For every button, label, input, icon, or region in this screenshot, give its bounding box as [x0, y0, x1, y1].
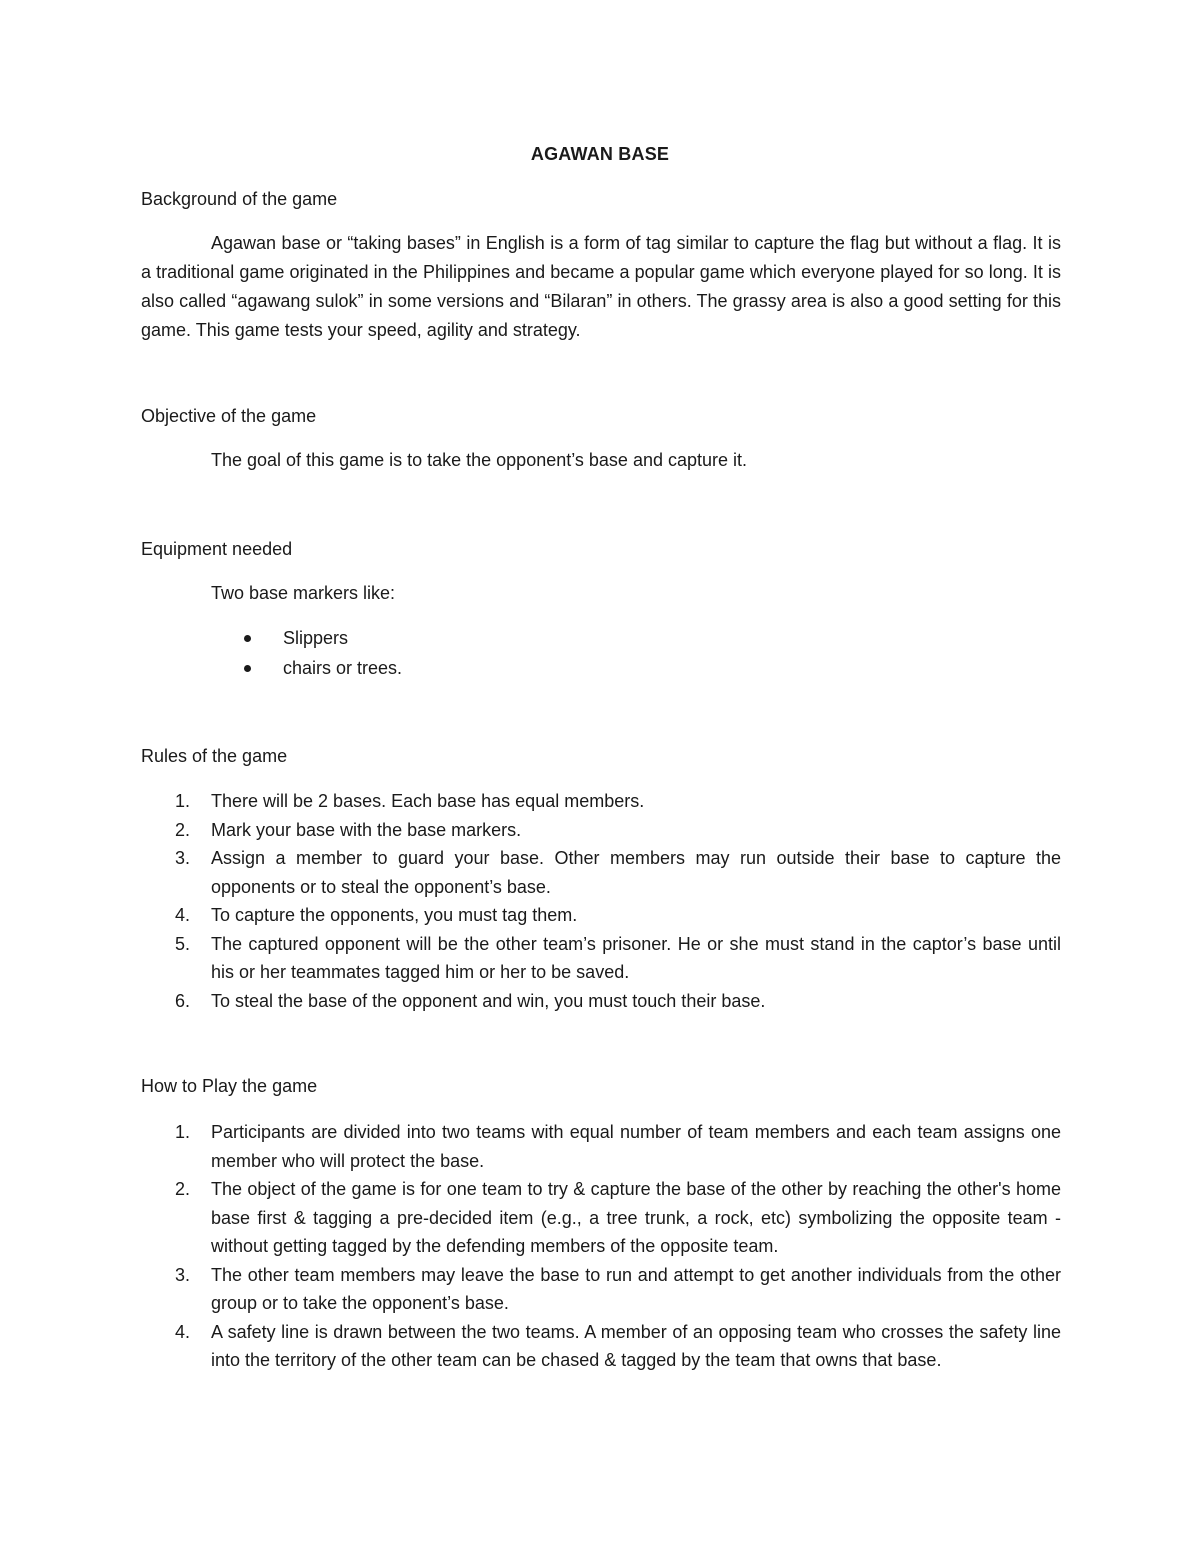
list-number: 4. — [175, 1321, 191, 1342]
equipment-heading: Equipment needed — [141, 539, 293, 559]
objective-text: The goal of this game is to take the opponent’s base and capture it. — [211, 450, 748, 470]
howto-heading: How to Play the game — [141, 1076, 318, 1096]
list-number: 5. — [175, 933, 191, 954]
list-item — [141, 787, 1061, 816]
background-heading: Background of the game — [141, 189, 338, 209]
list-number: 1. — [175, 791, 191, 811]
equipment-intro: Two base markers like: — [211, 583, 396, 603]
howto-text: A safety line is drawn between the two teams. A member of an opposing team who crosses the safety line into the territory of the other team can be chased & tagged by the team that owns that base. — [211, 1321, 1061, 1370]
howto-list — [141, 1118, 1061, 1375]
list-number: 1. — [175, 1122, 191, 1142]
list-number: 2. — [175, 1179, 191, 1199]
rule-text: To steal the base of the opponent and win, you must touch their base. — [211, 990, 766, 1011]
bullet-icon — [244, 635, 251, 642]
list-item — [211, 653, 402, 683]
list-number: 6. — [175, 990, 191, 1011]
rule-text: To capture the opponents, you must tag them. — [211, 905, 578, 925]
list-item — [141, 1318, 1061, 1375]
list-number: 3. — [175, 848, 191, 868]
list-item — [141, 1261, 1061, 1318]
rule-text: The captured opponent will be the other team’s prisoner. He or she must stand in the captor’s base until his or her teammates tagged him or her to be saved. — [211, 933, 1061, 982]
list-number: 3. — [175, 1264, 191, 1285]
equipment-item-text: Slippers — [283, 628, 349, 648]
background-paragraph — [141, 229, 1061, 345]
howto-text: The object of the game is for one team to try & capture the base of the other by reaching the other's home base first & tagging a pre-decided item (e.g., a tree trunk, a rock, etc) symbolizing the opposite team - without getting tagged by the defending members of the opposite team. — [211, 1179, 1061, 1256]
rule-text: There will be 2 bases. Each base has equal members. — [211, 791, 645, 811]
rule-text: Mark your base with the base markers. — [211, 819, 522, 840]
objective-heading: Objective of the game — [141, 406, 317, 426]
list-item — [141, 930, 1061, 987]
list-item — [141, 1118, 1061, 1175]
equipment-list — [211, 623, 402, 683]
list-item — [211, 623, 402, 653]
rules-list — [141, 787, 1061, 1015]
list-item — [141, 816, 1061, 845]
list-number: 2. — [175, 819, 191, 840]
rule-text: Assign a member to guard your base. Other members may run outside their base to capture the opponents or to steal the opponent’s base. — [211, 848, 1061, 897]
background-text: Agawan base or “taking bases” in English is a form of tag similar to capture the flag but without a flag. It is a traditional game originated in the Philippines and became a popular game which everyone played for so long. It is also called “agawang sulok” in some versions and “Bilaran” in others. The grassy area is also a good setting for this game. This game tests your speed, agility and strategy. — [141, 233, 1061, 340]
equipment-item-text: chairs or trees. — [283, 658, 403, 678]
howto-text: The other team members may leave the base to run and attempt to get another individuals from the other group or to take the opponent’s base. — [211, 1264, 1061, 1313]
bullet-icon — [244, 665, 251, 672]
list-item — [141, 1175, 1061, 1261]
list-number: 4. — [175, 905, 191, 925]
list-item — [141, 844, 1061, 901]
list-item — [141, 987, 1061, 1016]
document-title: AGAWAN BASE — [530, 144, 670, 164]
list-item — [141, 901, 1061, 930]
howto-text: Participants are divided into two teams with equal number of team members and each team assigns one member who will protect the base. — [211, 1122, 1061, 1171]
rules-heading: Rules of the game — [141, 746, 288, 766]
